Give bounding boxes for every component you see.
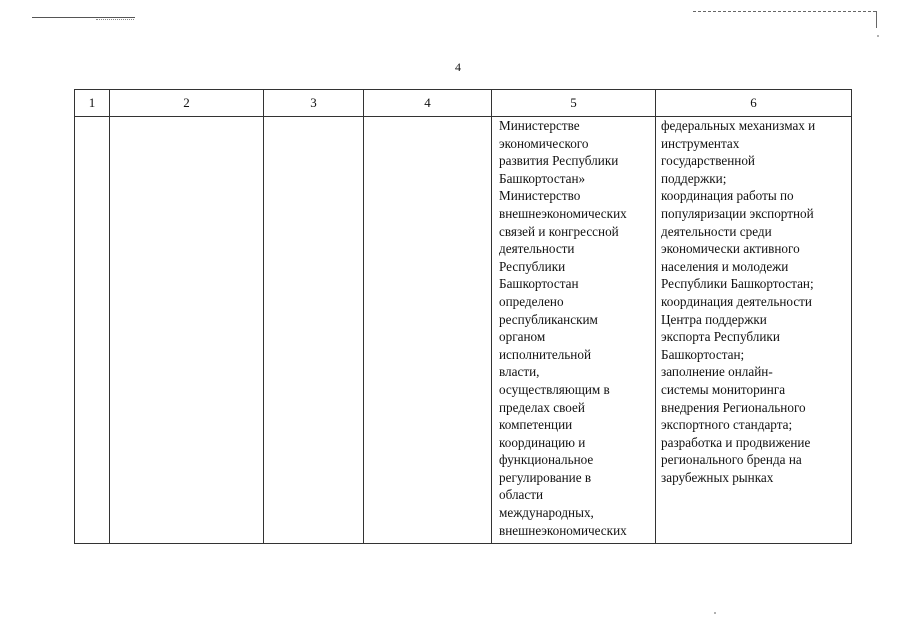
table-row (75, 117, 852, 544)
col-5-text-line: осуществляющим в (499, 381, 610, 397)
header-col-5: 5 (492, 90, 656, 117)
col-6-text-line: зарубежных рынках (661, 469, 774, 485)
col-5-text-line: деятельности (499, 241, 575, 257)
scan-speck (714, 612, 716, 614)
col-6-text-line: населения и молодежи (661, 258, 789, 274)
col-6-text-line: разработка и продвижение (661, 434, 811, 450)
col-6-text-line: популяризации экспортной (661, 205, 814, 221)
col-5-text-line: внешнеэкономических (499, 205, 627, 221)
col-6-text-line: инструментах (661, 135, 740, 151)
col-5-text-line: функциональное (499, 452, 594, 468)
col-5-text-line: области (499, 487, 544, 503)
col-5-text-line: органом (499, 329, 546, 345)
scan-artifact-top-left (32, 17, 135, 18)
col-6-text-line: внедрения Регионального (661, 399, 806, 415)
scan-artifact-top-right (693, 11, 876, 12)
col-6-text-line: экспорта Республики (661, 329, 780, 345)
col-5-text-line: определено (499, 293, 564, 309)
cell-col-1 (75, 117, 110, 544)
header-col-4: 4 (364, 90, 492, 117)
col-5-text-line: развития Республики (499, 153, 619, 169)
scan-artifact-top-left-dotted (96, 19, 134, 20)
cell-col-4 (364, 117, 492, 544)
col-6-text-line: координация деятельности (661, 293, 812, 309)
col-6-text-line: Центра поддержки (661, 311, 767, 327)
col-5-text-line: Башкортостан (499, 276, 579, 292)
col-6-text-line: заполнение онлайн- (661, 364, 773, 380)
cell-col-2 (110, 117, 264, 544)
col-6-text-line: деятельности среди (661, 223, 772, 239)
header-col-1: 1 (75, 90, 110, 117)
cell-col-6-text (656, 117, 851, 486)
cell-col-6 (656, 117, 852, 544)
col-6-text-line: экономически активного (661, 241, 800, 257)
header-col-3: 3 (264, 90, 364, 117)
col-5-text-line: республиканским (499, 311, 598, 327)
col-5-text-line: экономического (499, 135, 589, 151)
col-5-text-line: координацию и (499, 434, 586, 450)
col-6-text-line: федеральных механизмах и (661, 118, 816, 133)
col-5-text-line: пределах своей (499, 399, 585, 415)
cell-col-5 (492, 117, 656, 544)
page-number: 4 (455, 60, 461, 74)
col-5-text-line: исполнительной (499, 346, 592, 362)
col-6-text-line: системы мониторинга (661, 381, 786, 397)
cell-col-5-text (492, 117, 655, 539)
col-6-text-line: регионального бренда на (661, 452, 802, 468)
table-header-row (75, 90, 852, 117)
col-5-text-line: связей и конгрессной (499, 223, 619, 239)
col-5-text-line: Башкортостан» (499, 170, 586, 186)
col-6-text-line: поддержки; (661, 170, 727, 186)
col-5-text-line: Республики (499, 258, 566, 274)
cell-col-3 (264, 117, 364, 544)
scan-speck (877, 35, 879, 37)
col-6-text-line: государственной (661, 153, 755, 169)
col-5-text-line: компетенции (499, 417, 573, 433)
col-5-text-line: власти, (499, 364, 540, 380)
col-5-text-line: Министерство (499, 188, 581, 204)
col-5-text-line: Министерстве (499, 118, 580, 133)
col-5-text-line: международных, (499, 505, 594, 521)
col-6-text-line: Башкортостан; (661, 346, 745, 362)
col-6-text-line: экспортного стандарта; (661, 417, 793, 433)
col-5-text-line: внешнеэкономических (499, 522, 627, 538)
col-6-text-line: Республики Башкортостан; (661, 276, 814, 292)
scan-artifact-top-right-edge (876, 11, 877, 28)
header-col-6: 6 (656, 90, 852, 117)
document-table (74, 89, 852, 544)
col-6-text-line: координация работы по (661, 188, 794, 204)
header-col-2: 2 (110, 90, 264, 117)
col-5-text-line: регулирование в (499, 469, 592, 485)
